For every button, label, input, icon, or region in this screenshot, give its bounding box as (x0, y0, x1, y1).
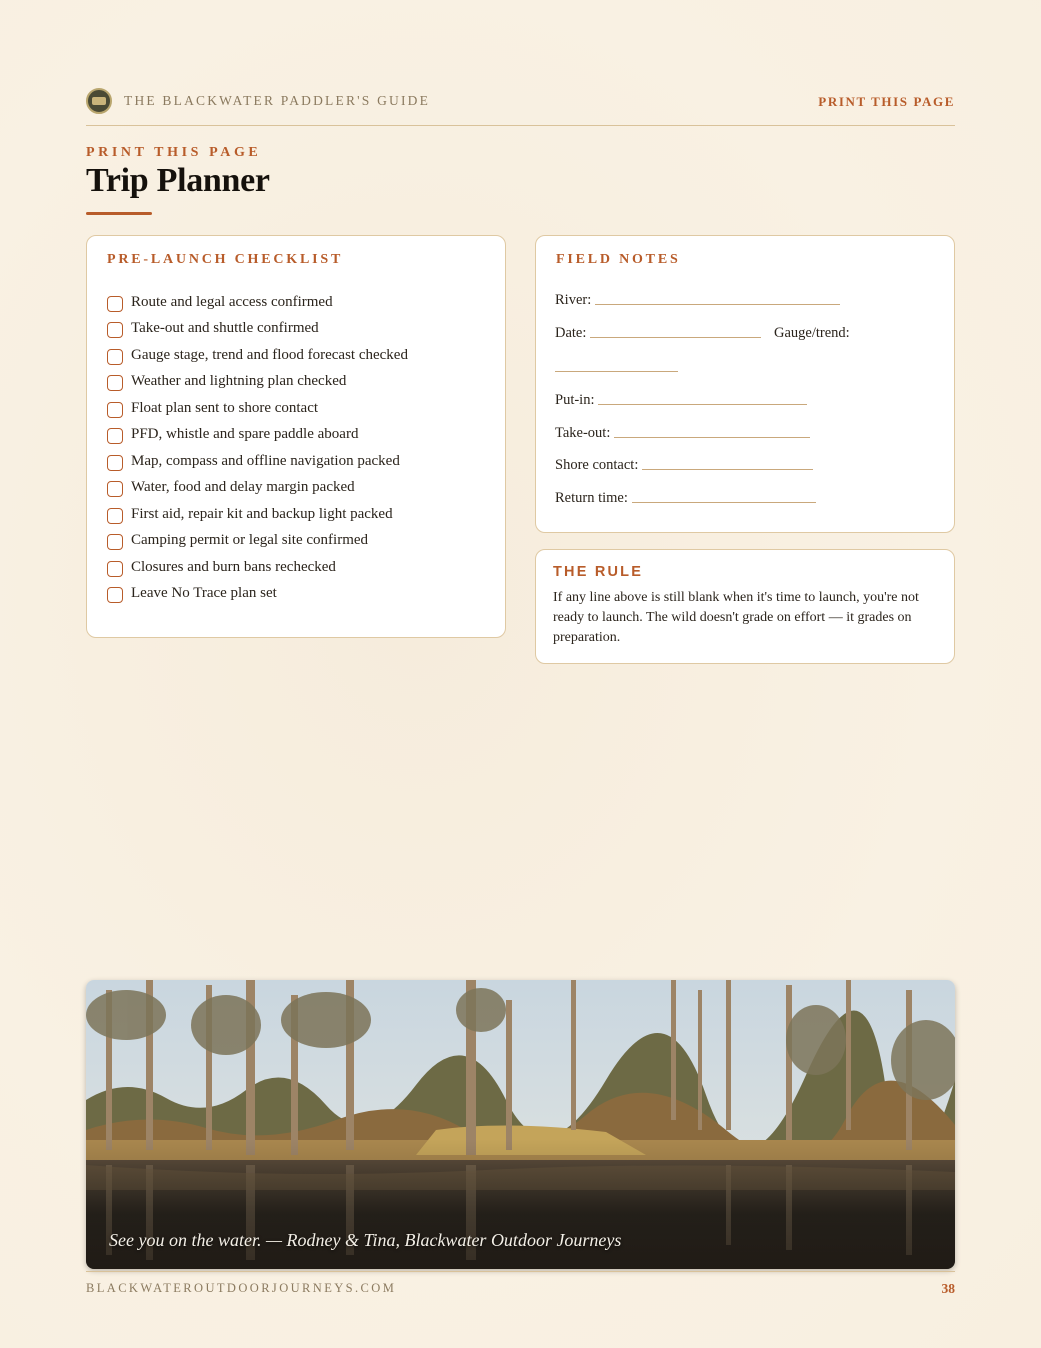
checkbox-icon[interactable] (107, 534, 123, 550)
checklist-item-label: Closures and burn bans rechecked (131, 558, 336, 575)
swamp-photo (86, 980, 955, 1269)
date-line[interactable] (590, 337, 761, 338)
put-in-line[interactable] (598, 404, 807, 405)
shore-contact-label: Shore contact: (555, 457, 639, 473)
shore-contact-field[interactable] (555, 457, 813, 474)
put-in-label: Put-in: (555, 392, 595, 408)
checklist-item[interactable] (107, 448, 485, 475)
title-underline (86, 212, 152, 215)
shore-contact-line[interactable] (642, 469, 813, 470)
checklist-item-label: Weather and lightning plan checked (131, 373, 347, 390)
footer-website-link[interactable]: BLACKWATEROUTDOORJOURNEYS.COM (86, 1281, 397, 1295)
checklist-item[interactable] (107, 475, 485, 502)
rule-text: If any line above is still blank when it's time to launch, you're not ready to launch. The wild doesn't grade on effort — it grades on preparation. (553, 590, 919, 645)
river-line[interactable] (595, 304, 840, 305)
checklist-item[interactable] (107, 501, 485, 528)
river-field[interactable] (555, 292, 840, 309)
checkbox-icon[interactable] (107, 296, 123, 312)
brand-title: THE BLACKWATER PADDLER'S GUIDE (124, 93, 431, 108)
river-label: River: (555, 292, 592, 308)
brand (86, 88, 430, 114)
checklist-item[interactable] (107, 554, 485, 581)
checklist-item[interactable] (107, 289, 485, 316)
checkbox-icon[interactable] (107, 322, 123, 338)
date-field[interactable] (555, 325, 761, 342)
take-out-label: Take-out: (555, 425, 611, 441)
take-out-field[interactable] (555, 425, 810, 442)
page-header (86, 88, 955, 126)
checkbox-icon[interactable] (107, 561, 123, 577)
rule-title: THE RULE (553, 564, 644, 580)
return-time-line[interactable] (632, 502, 816, 503)
checklist-item-label: Leave No Trace plan set (131, 585, 277, 602)
the-rule-card (535, 549, 955, 664)
checklist-item-label: Take-out and shuttle confirmed (131, 320, 319, 337)
checklist-item[interactable] (107, 422, 485, 449)
gauge-trend-field[interactable] (774, 325, 850, 342)
checklist-item-label: Float plan sent to shore contact (131, 399, 319, 416)
checkbox-icon[interactable] (107, 455, 123, 471)
checkbox-icon[interactable] (107, 402, 123, 418)
checkbox-icon[interactable] (107, 481, 123, 497)
checklist-title: PRE-LAUNCH CHECKLIST (107, 252, 344, 267)
checklist-item[interactable] (107, 395, 485, 422)
field-notes-card (535, 235, 955, 533)
checklist-item[interactable] (107, 581, 485, 608)
checklist-item-label: PFD, whistle and spare paddle aboard (131, 426, 359, 443)
checklist-item[interactable] (107, 316, 485, 343)
checkbox-icon[interactable] (107, 375, 123, 391)
print-this-page-link[interactable]: PRINT THIS PAGE (818, 94, 955, 109)
checkbox-icon[interactable] (107, 428, 123, 444)
badge-emblem-icon (86, 88, 112, 114)
checklist-item[interactable] (107, 342, 485, 369)
checkbox-icon[interactable] (107, 587, 123, 603)
return-time-label: Return time: (555, 490, 628, 506)
section-kicker: PRINT THIS PAGE (86, 145, 262, 160)
checklist-item-label: Gauge stage, trend and flood forecast checked (131, 346, 408, 363)
checklist-items (107, 289, 485, 607)
take-out-line[interactable] (614, 437, 810, 438)
gauge-trend-line[interactable] (555, 371, 678, 372)
checklist-item-label: Camping permit or legal site confirmed (131, 532, 369, 549)
page-number: 38 (941, 1281, 955, 1296)
put-in-field[interactable] (555, 392, 807, 409)
checklist-item-label: First aid, repair kit and backup light packed (131, 505, 393, 522)
date-label: Date: (555, 325, 587, 341)
page-title: Trip Planner (86, 162, 270, 199)
checklist-item-label: Water, food and delay margin packed (131, 479, 355, 496)
swamp-photo-illustration (86, 980, 955, 1269)
checklist-item[interactable] (107, 369, 485, 396)
checklist-item-label: Map, compass and offline navigation packed (131, 452, 400, 469)
gauge-trend-label: Gauge/trend: (774, 325, 850, 341)
checkbox-icon[interactable] (107, 508, 123, 524)
checklist-item[interactable] (107, 528, 485, 555)
return-time-field[interactable] (555, 490, 816, 507)
pre-launch-checklist-card (86, 235, 506, 638)
photo-caption: See you on the water. — Rodney & Tina, Blackwater Outdoor Journeys (109, 1230, 622, 1250)
footer-divider (86, 1271, 955, 1272)
checkbox-icon[interactable] (107, 349, 123, 365)
field-notes-title: FIELD NOTES (556, 252, 681, 267)
checklist-item-label: Route and legal access confirmed (131, 293, 333, 310)
